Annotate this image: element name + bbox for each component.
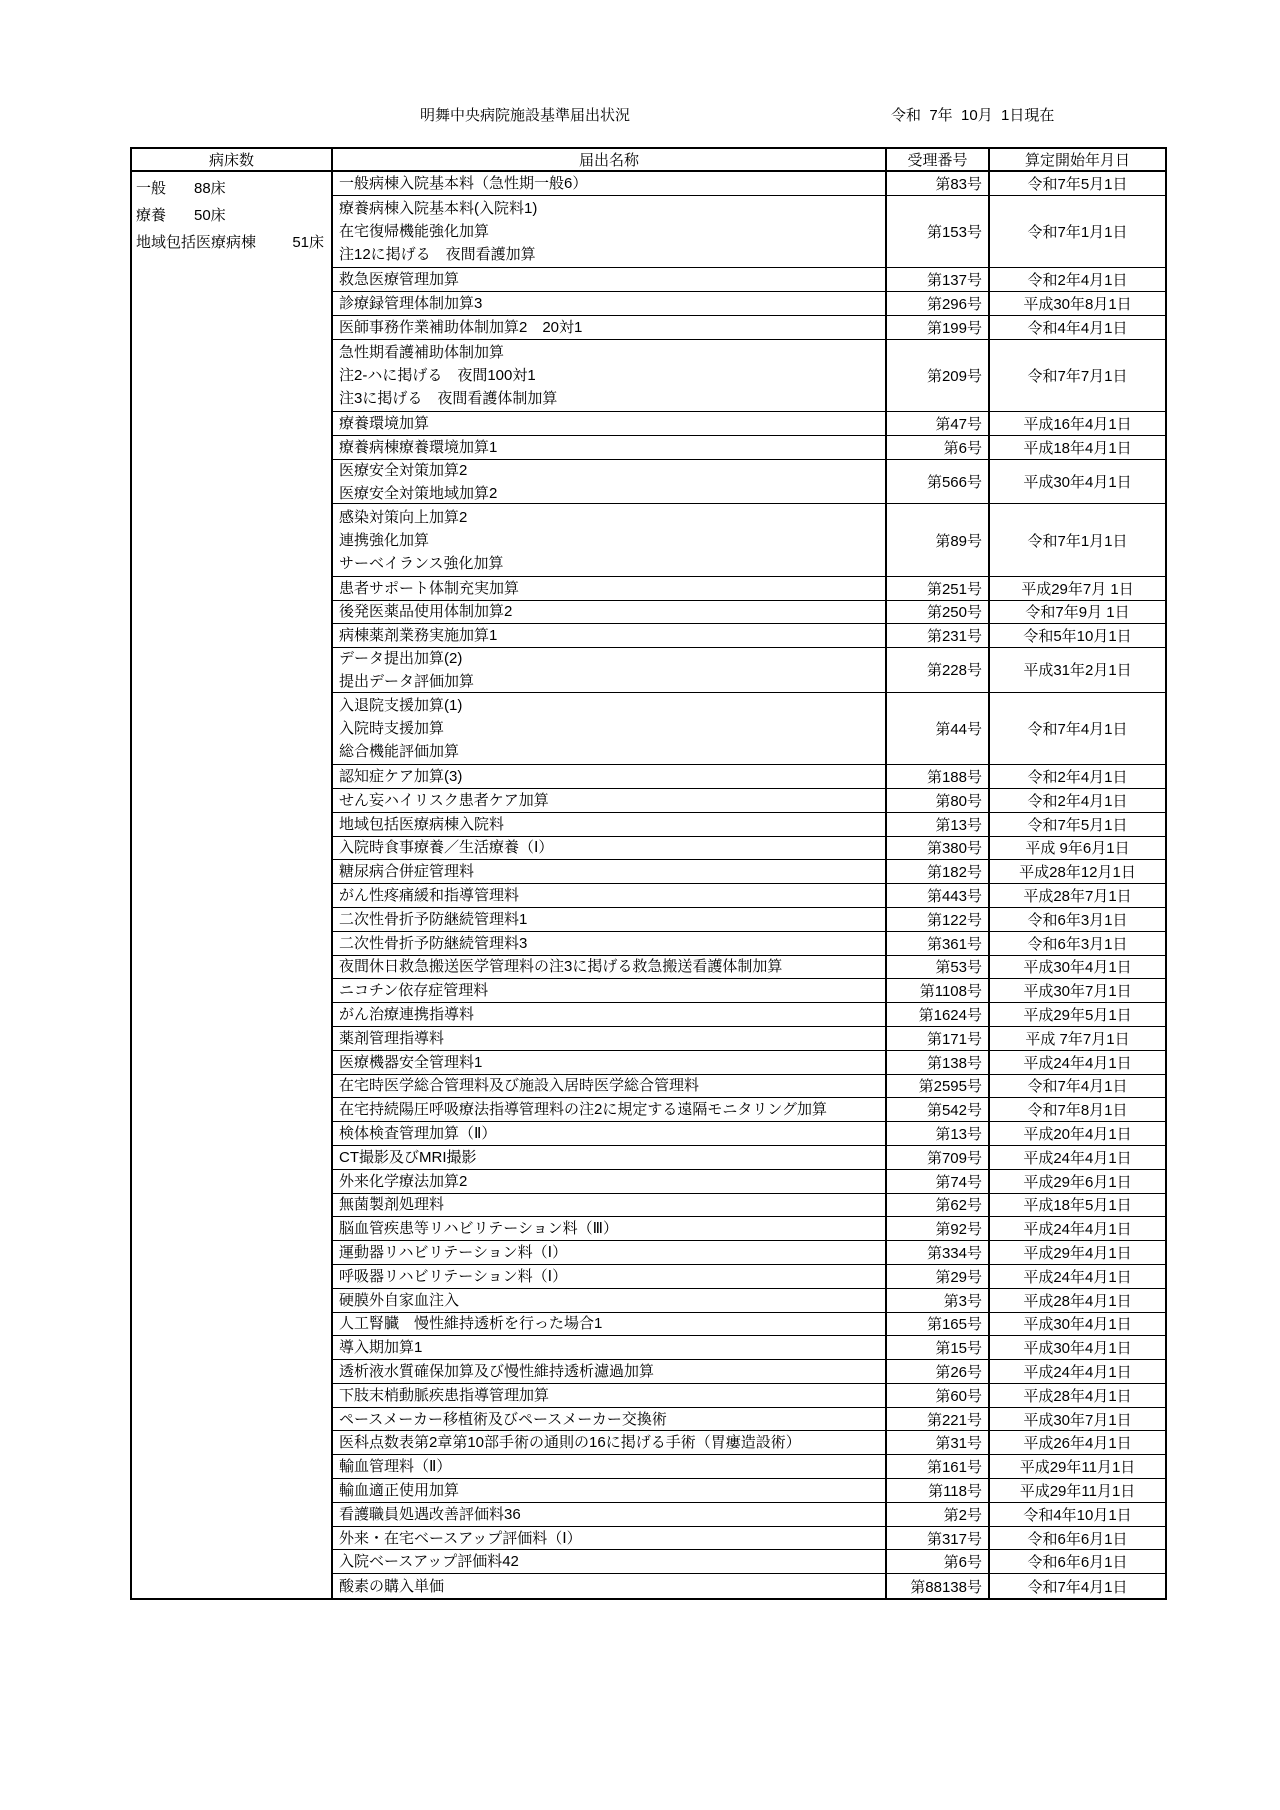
acceptance-number-cell: 第250号 (887, 601, 990, 624)
acceptance-number-cell: 第2号 (887, 1503, 990, 1526)
table-row (333, 1479, 1165, 1503)
table-row (333, 1408, 1165, 1432)
table-row (333, 1241, 1165, 1265)
table-row (333, 932, 1165, 956)
start-date-cell: 平成24年4月1日 (1023, 1221, 1132, 1239)
start-date-cell: 平成26年4月1日 (1023, 1435, 1132, 1453)
notification-name-cell: 病棟薬剤業務実施加算1 (333, 624, 887, 647)
notification-name-cell: ペースメーカー移植術及びペースメーカー交換術 (333, 1408, 887, 1431)
table-row (333, 601, 1165, 625)
start-date-cell: 平成28年4月1日 (1023, 1387, 1132, 1405)
notification-name-cell: 夜間休日救急搬送医学管理料の注3に掲げる救急搬送看護体制加算 (333, 956, 887, 979)
acceptance-number-cell: 第92号 (887, 1217, 990, 1240)
notification-name-cell: 外来化学療法加算2 (333, 1170, 887, 1193)
start-date-cell: 令和6年6月1日 (1027, 1554, 1128, 1572)
notification-name-cell: 医療機器安全管理料1 (333, 1051, 887, 1074)
acceptance-number-cell: 第566号 (887, 460, 990, 504)
start-date-cell: 令和7年4月1日 (1027, 1078, 1128, 1096)
table-row (333, 1051, 1165, 1075)
notification-name-cell: 外来・在宅ベースアップ評価料（Ⅰ） (333, 1527, 887, 1550)
notification-name-cell: 医師事務作業補助体制加算2 20対1 (333, 316, 887, 339)
acceptance-number-cell: 第209号 (887, 340, 990, 412)
notification-name-cell: 脳血管疾患等リハビリテーション料（Ⅲ） (333, 1217, 887, 1240)
notification-name-cell: せん妄ハイリスク患者ケア加算 (333, 789, 887, 812)
start-date-cell: 平成31年2月1日 (1023, 662, 1132, 680)
bed-count-value: 50床 (194, 207, 226, 224)
notification-name-cell: 療養病棟療養環境加算1 (333, 436, 887, 459)
start-date-cell: 平成28年12月1日 (1019, 864, 1136, 882)
start-date-cell: 平成29年11月1日 (1019, 1459, 1136, 1477)
notification-name-cell: 検体検査管理加算（Ⅱ） (333, 1122, 887, 1145)
notification-name-cell: 呼吸器リハビリテーション料（Ⅰ） (333, 1265, 887, 1288)
bed-line (136, 202, 327, 229)
acceptance-number-cell: 第15号 (887, 1336, 990, 1359)
table-row (333, 1384, 1165, 1408)
acceptance-number-cell: 第317号 (887, 1527, 990, 1550)
table-row (333, 172, 1165, 196)
table-row (333, 1289, 1165, 1313)
table-row (333, 1170, 1165, 1194)
acceptance-number-cell: 第13号 (887, 813, 990, 836)
table-row (333, 1431, 1165, 1455)
notification-name-cell: 二次性骨折予防継続管理料3 (333, 932, 887, 955)
acceptance-number-cell: 第199号 (887, 316, 990, 339)
table-row (333, 979, 1165, 1003)
column-header-beds: 病床数 (132, 149, 333, 170)
table-row (333, 340, 1165, 413)
acceptance-number-cell: 第443号 (887, 884, 990, 907)
bed-count-value: 88床 (194, 180, 226, 197)
acceptance-number-cell: 第89号 (887, 504, 990, 576)
start-date-cell: 平成30年4月1日 (1023, 474, 1132, 492)
notification-name-cell: CT撮影及びMRI撮影 (333, 1146, 887, 1169)
table-row (333, 956, 1165, 980)
start-date-cell: 平成 7年7月1日 (1025, 1030, 1130, 1048)
table-row (333, 765, 1165, 789)
notification-name-cell: データ提出加算(2) 提出データ評価加算 (333, 648, 887, 692)
acceptance-number-cell: 第137号 (887, 268, 990, 291)
start-date-cell: 令和7年9月 1日 (1025, 604, 1130, 622)
bed-type-label: 一般 (136, 180, 167, 197)
start-date-cell: 平成30年4月1日 (1023, 1316, 1132, 1334)
table-row (333, 1336, 1165, 1360)
table-row (333, 436, 1165, 460)
beds-count-cell (132, 172, 333, 1598)
table-header-row (132, 149, 1165, 172)
start-date-cell: 平成29年6月1日 (1023, 1173, 1132, 1191)
acceptance-number-cell: 第53号 (887, 956, 990, 979)
acceptance-number-cell: 第6号 (887, 1550, 990, 1573)
start-date-cell: 平成28年4月1日 (1023, 1292, 1132, 1310)
acceptance-number-cell: 第228号 (887, 648, 990, 692)
notification-name-cell: がん治療連携指導料 (333, 1003, 887, 1026)
acceptance-number-cell: 第13号 (887, 1122, 990, 1145)
notification-name-cell: 在宅時医学総合管理料及び施設入居時医学総合管理料 (333, 1075, 887, 1098)
acceptance-number-cell: 第31号 (887, 1431, 990, 1454)
notification-name-cell: ニコチン依存症管理料 (333, 979, 887, 1002)
table-row (333, 1574, 1165, 1598)
acceptance-number-cell: 第296号 (887, 292, 990, 315)
start-date-cell: 令和6年3月1日 (1027, 935, 1128, 953)
column-header-start-date: 算定開始年月日 (1024, 152, 1130, 169)
notification-name-cell: 輸血適正使用加算 (333, 1479, 887, 1502)
notification-name-cell: 硬膜外自家血注入 (333, 1289, 887, 1312)
table-row (333, 1313, 1165, 1337)
start-date-cell: 令和7年7月1日 (1027, 367, 1128, 385)
acceptance-number-cell: 第62号 (887, 1194, 990, 1217)
start-date-cell: 平成30年7月1日 (1023, 1411, 1132, 1429)
notification-name-cell: 診療録管理体制加算3 (333, 292, 887, 315)
table-row (333, 292, 1165, 316)
start-date-cell: 平成30年8月1日 (1023, 295, 1132, 313)
table-row (333, 837, 1165, 861)
table-row (333, 884, 1165, 908)
notification-name-cell: 地域包括医療病棟入院料 (333, 813, 887, 836)
start-date-cell: 令和6年3月1日 (1027, 911, 1128, 929)
acceptance-number-cell: 第29号 (887, 1265, 990, 1288)
notification-table (130, 147, 1167, 1600)
table-row (333, 412, 1165, 436)
notification-name-cell: 患者サポート体制充実加算 (333, 577, 887, 600)
start-date-cell: 令和5年10月1日 (1023, 628, 1132, 646)
notification-name-cell: 薬剤管理指導料 (333, 1027, 887, 1050)
start-date-cell: 令和7年5月1日 (1027, 175, 1128, 193)
notification-name-cell: 酸素の購入単価 (333, 1574, 887, 1598)
table-row (333, 1217, 1165, 1241)
bed-count-value: 51床 (292, 234, 324, 251)
acceptance-number-cell: 第709号 (887, 1146, 990, 1169)
table-row (333, 813, 1165, 837)
start-date-cell: 平成29年5月1日 (1023, 1007, 1132, 1025)
notification-name-cell: がん性疼痛緩和指導管理料 (333, 884, 887, 907)
column-header-number: 受理番号 (887, 149, 990, 170)
notification-name-cell: 人工腎臓 慢性維持透析を行った場合1 (333, 1313, 887, 1336)
table-row (333, 268, 1165, 292)
acceptance-number-cell: 第44号 (887, 693, 990, 765)
table-row (333, 860, 1165, 884)
acceptance-number-cell: 第80号 (887, 789, 990, 812)
bed-line (136, 229, 327, 256)
start-date-cell: 平成30年4月1日 (1023, 1340, 1132, 1358)
start-date-cell: 令和7年1月1日 (1027, 224, 1128, 242)
notification-name-cell: 下肢末梢動脈疾患指導管理加算 (333, 1384, 887, 1407)
start-date-cell: 平成29年11月1日 (1019, 1482, 1136, 1500)
notification-name-cell: 入院時食事療養／生活療養（Ⅰ） (333, 837, 887, 860)
acceptance-number-cell: 第165号 (887, 1313, 990, 1336)
notification-name-cell: 無菌製剤処理料 (333, 1194, 887, 1217)
acceptance-number-cell: 第380号 (887, 837, 990, 860)
notification-name-cell: 入退院支援加算(1) 入院時支援加算 総合機能評価加算 (333, 693, 887, 765)
column-header-name: 届出名称 (333, 149, 887, 170)
acceptance-number-cell: 第122号 (887, 908, 990, 931)
start-date-cell: 平成30年4月1日 (1023, 959, 1132, 977)
table-row (333, 196, 1165, 269)
acceptance-number-cell: 第231号 (887, 624, 990, 647)
notification-name-cell: 医科点数表第2章第10部手術の通則の16に掲げる手術（胃瘻造設術） (333, 1431, 887, 1454)
table-row (333, 1265, 1165, 1289)
notification-name-cell: 導入期加算1 (333, 1336, 887, 1359)
acceptance-number-cell: 第153号 (887, 196, 990, 268)
start-date-cell: 平成24年4月1日 (1023, 1054, 1132, 1072)
acceptance-number-cell: 第3号 (887, 1289, 990, 1312)
acceptance-number-cell: 第47号 (887, 412, 990, 435)
start-date-cell: 平成29年4月1日 (1023, 1245, 1132, 1262)
notification-name-cell: 入院ベースアップ評価料42 (333, 1550, 887, 1573)
notification-name-cell: 在宅持続陽圧呼吸療法指導管理料の注2に規定する遠隔モニタリング加算 (333, 1098, 887, 1121)
table-row (333, 316, 1165, 340)
acceptance-number-cell: 第1624号 (887, 1003, 990, 1026)
start-date-cell: 平成16年4月1日 (1023, 416, 1132, 434)
notification-name-cell: 医療安全対策加算2 医療安全対策地域加算2 (333, 460, 887, 504)
bed-line (136, 175, 327, 202)
acceptance-number-cell: 第221号 (887, 1408, 990, 1431)
table-row (333, 1027, 1165, 1051)
start-date-cell: 平成20年4月1日 (1023, 1126, 1132, 1144)
bed-type-label: 療養 (136, 207, 167, 224)
acceptance-number-cell: 第1108号 (887, 979, 990, 1002)
table-row (333, 1098, 1165, 1122)
table-row (333, 1527, 1165, 1551)
acceptance-number-cell: 第60号 (887, 1384, 990, 1407)
table-row (333, 1146, 1165, 1170)
acceptance-number-cell: 第6号 (887, 436, 990, 459)
start-date-cell: 令和2年4月1日 (1027, 272, 1128, 290)
bed-type-label: 地域包括医療病棟 (136, 234, 257, 251)
notification-name-cell: 療養病棟入院基本料(入院料1) 在宅復帰機能強化加算 注12に掲げる 夜間看護加算 (333, 196, 887, 268)
start-date-cell: 平成30年7月1日 (1023, 983, 1132, 1001)
acceptance-number-cell: 第251号 (887, 577, 990, 600)
notification-name-cell: 療養環境加算 (333, 412, 887, 435)
notification-name-cell: 看護職員処遇改善評価料36 (333, 1503, 887, 1526)
table-row (333, 1550, 1165, 1574)
table-row (333, 908, 1165, 932)
acceptance-number-cell: 第138号 (887, 1051, 990, 1074)
notification-name-cell: 糖尿病合併症管理料 (333, 860, 887, 883)
acceptance-number-cell: 第83号 (887, 172, 990, 195)
notification-name-cell: 一般病棟入院基本料（急性期一般6） (333, 172, 887, 195)
start-date-cell: 令和4年4月1日 (1027, 319, 1128, 337)
table-row (333, 1455, 1165, 1479)
notification-name-cell: 感染対策向上加算2 連携強化加算 サーベイランス強化加算 (333, 504, 887, 576)
start-date-cell: 平成18年5月1日 (1023, 1197, 1132, 1215)
notification-rows (333, 172, 1165, 1598)
table-body (132, 172, 1165, 1598)
start-date-cell: 令和6年6月1日 (1027, 1530, 1128, 1548)
start-date-cell: 令和2年4月1日 (1027, 769, 1128, 787)
start-date-cell: 令和4年10月1日 (1023, 1506, 1132, 1524)
notification-name-cell: 後発医薬品使用体制加算2 (333, 601, 887, 624)
notification-name-cell: 輸血管理料（Ⅱ） (333, 1455, 887, 1478)
table-row (333, 1503, 1165, 1527)
notification-name-cell: 認知症ケア加算(3) (333, 765, 887, 788)
start-date-cell: 平成24年4月1日 (1023, 1149, 1132, 1167)
table-row (333, 693, 1165, 766)
start-date-cell: 令和7年1月1日 (1027, 532, 1128, 550)
table-row (333, 460, 1165, 505)
acceptance-number-cell: 第161号 (887, 1455, 990, 1478)
acceptance-number-cell: 第26号 (887, 1360, 990, 1383)
as-of-date: 令和 7年 10月 1日現在 (891, 107, 1055, 124)
acceptance-number-cell: 第542号 (887, 1098, 990, 1121)
notification-name-cell: 二次性骨折予防継続管理料1 (333, 908, 887, 931)
acceptance-number-cell: 第74号 (887, 1170, 990, 1193)
start-date-cell: 平成18年4月1日 (1023, 439, 1132, 457)
acceptance-number-cell: 第88138号 (887, 1574, 990, 1598)
acceptance-number-cell: 第171号 (887, 1027, 990, 1050)
start-date-cell: 令和2年4月1日 (1027, 792, 1128, 810)
notification-name-cell: 透析液水質確保加算及び慢性維持透析濾過加算 (333, 1360, 887, 1383)
acceptance-number-cell: 第361号 (887, 932, 990, 955)
notification-name-cell: 急性期看護補助体制加算 注2-ハに掲げる 夜間100対1 注3に掲げる 夜間看護体制加算 (333, 340, 887, 412)
table-row (333, 1194, 1165, 1218)
start-date-cell: 令和7年5月1日 (1027, 816, 1128, 834)
table-row (333, 1075, 1165, 1099)
table-row (333, 1360, 1165, 1384)
page-title: 明舞中央病院施設基準届出状況 (419, 107, 630, 124)
acceptance-number-cell: 第118号 (887, 1479, 990, 1502)
table-row (333, 648, 1165, 693)
start-date-cell: 平成24年4月1日 (1023, 1268, 1132, 1286)
acceptance-number-cell: 第182号 (887, 860, 990, 883)
table-row (333, 624, 1165, 648)
start-date-cell: 平成24年4月1日 (1023, 1363, 1132, 1381)
notification-name-cell: 救急医療管理加算 (333, 268, 887, 291)
notification-name-cell: 運動器リハビリテーション料（Ⅰ） (333, 1241, 887, 1264)
table-row (333, 577, 1165, 601)
start-date-cell: 平成28年7月1日 (1023, 888, 1132, 906)
start-date-cell: 令和7年4月1日 (1027, 720, 1128, 738)
start-date-cell: 平成29年7月 1日 (1021, 580, 1134, 598)
acceptance-number-cell: 第188号 (887, 765, 990, 788)
acceptance-number-cell: 第334号 (887, 1241, 990, 1264)
start-date-cell: 平成 9年6月1日 (1025, 840, 1130, 858)
table-row (333, 1003, 1165, 1027)
table-row (333, 789, 1165, 813)
acceptance-number-cell: 第2595号 (887, 1075, 990, 1098)
table-row (333, 504, 1165, 577)
table-row (333, 1122, 1165, 1146)
start-date-cell: 令和7年8月1日 (1027, 1102, 1128, 1120)
start-date-cell: 令和7年4月1日 (1027, 1578, 1128, 1596)
